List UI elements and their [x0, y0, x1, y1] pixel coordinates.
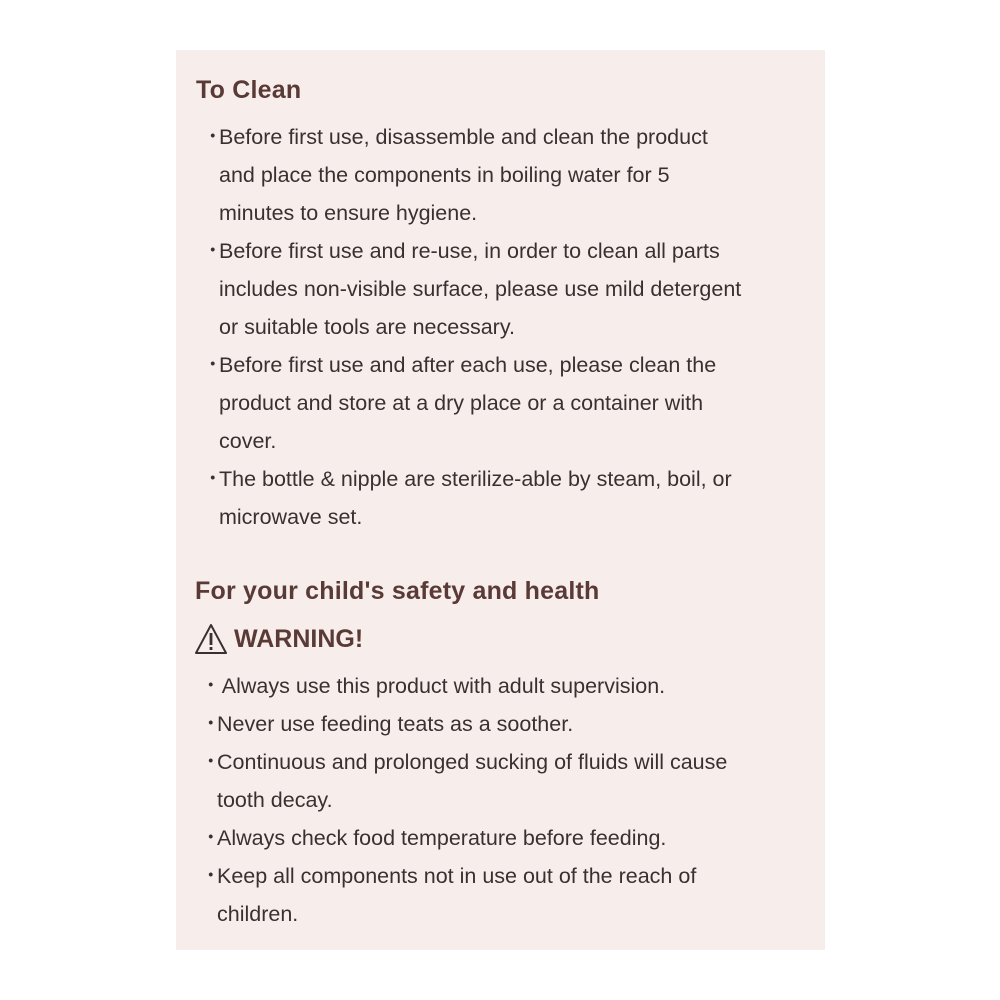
warning-header: [194, 622, 363, 656]
item-line: Before first use and after each use, please clean the: [219, 353, 717, 377]
list-item: [200, 857, 810, 933]
item-line: tooth decay.: [217, 788, 333, 812]
warning-triangle-icon: [194, 623, 228, 655]
item-line: children.: [217, 902, 299, 926]
bullet: ・: [202, 125, 224, 149]
safety-heading: For your child's safety and health: [195, 577, 600, 605]
cleaning-instructions-list: [202, 118, 812, 536]
item-line: microwave set.: [219, 505, 363, 529]
list-item: [200, 743, 810, 819]
bullet: ・: [200, 712, 222, 736]
bullet: ・: [200, 750, 222, 774]
list-item: [200, 819, 810, 857]
list-item: [202, 460, 812, 536]
bullet: ・: [202, 353, 224, 377]
item-line: The bottle & nipple are sterilize-able by steam, boil, or: [219, 467, 732, 491]
bullet: ・: [200, 674, 222, 698]
item-line: or suitable tools are necessary.: [219, 315, 515, 339]
item-line: Before first use, disassemble and clean the product: [219, 125, 708, 149]
item-line: Always use this product with adult supervision.: [217, 674, 666, 698]
bullet: ・: [200, 826, 222, 850]
item-line: cover.: [219, 429, 277, 453]
instruction-card: [176, 50, 825, 950]
item-line: includes non-visible surface, please use mild detergent: [219, 277, 742, 301]
item-line: Always check food temperature before feeding.: [217, 826, 667, 850]
bullet: ・: [202, 467, 224, 491]
list-item: [202, 232, 812, 346]
to-clean-heading: To Clean: [196, 76, 302, 104]
item-line: Before first use and re-use, in order to clean all parts: [219, 239, 720, 263]
warning-list: [200, 667, 810, 933]
item-line: product and store at a dry place or a container with: [219, 391, 704, 415]
item-line: Keep all components not in use out of the reach of: [217, 864, 697, 888]
item-line: and place the components in boiling water for 5: [219, 163, 670, 187]
list-item: [202, 118, 812, 232]
item-line: minutes to ensure hygiene.: [219, 201, 478, 225]
list-item: [200, 705, 810, 743]
warning-label: WARNING!: [234, 624, 364, 653]
item-line: Never use feeding teats as a soother.: [217, 712, 574, 736]
bullet: ・: [202, 239, 224, 263]
bullet: ・: [200, 864, 222, 888]
list-item: [202, 346, 812, 460]
list-item: [200, 667, 810, 705]
item-line: Continuous and prolonged sucking of fluids will cause: [217, 750, 728, 774]
